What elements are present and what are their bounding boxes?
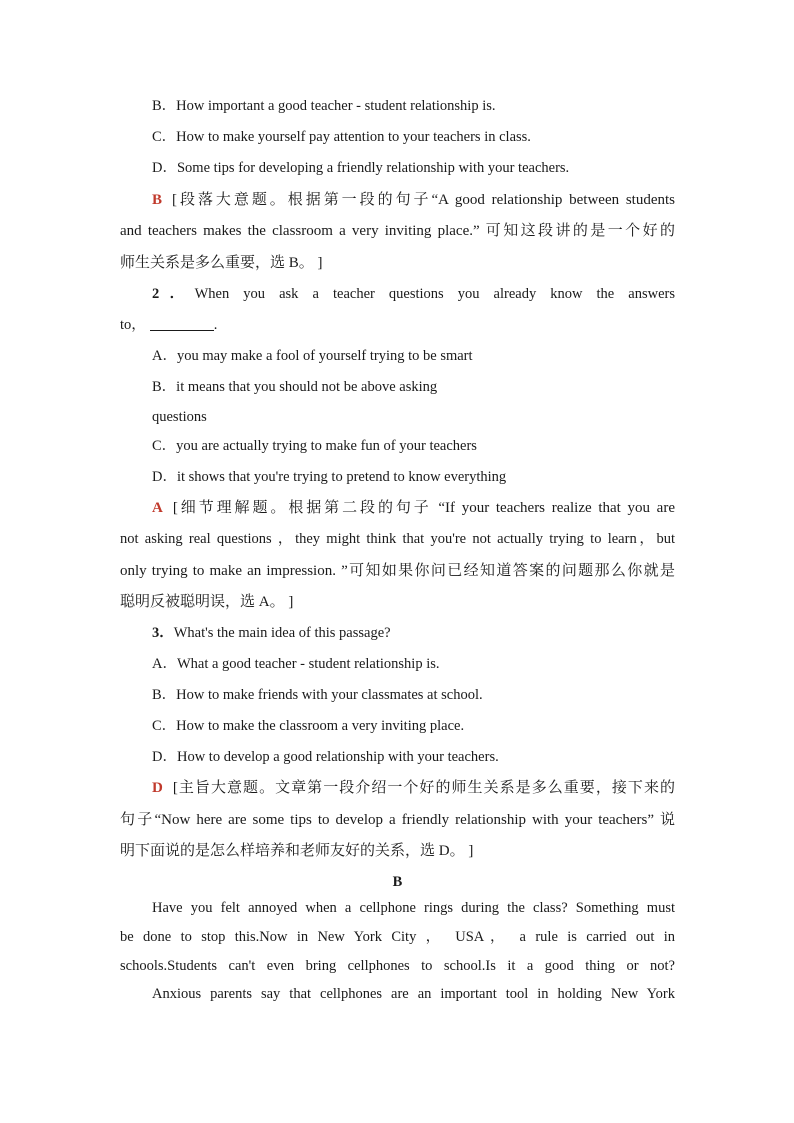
q2-option-c: C．you are actually trying to make fun of your teachers [152,438,477,454]
q3-explanation-line1: D [主旨大意题。文章第一段介绍一个好的师生关系是多么重要，接下来的 [152,780,675,796]
q3-stem: 3．What's the main idea of this passage? [152,625,391,641]
q3-option-d: D．How to develop a good relationship with your teachers. [152,749,499,765]
passage-line4: Anxious parents say that cellphones are an important tool in holding New York [152,986,675,1002]
q2-option-a: A．you may make a fool of yourself trying to be smart [152,348,473,364]
q2-option-d: D．it shows that you're trying to pretend to know everything [152,469,507,485]
q2-explanation-line1: A [细节理解题。根据第二段的句子 “If your teachers realize that you are [152,500,675,516]
q3-explanation-line3: 明下面说的是怎么样培养和老师友好的关系，选 D。 ] [120,843,474,859]
q2-option-b-continued: questions [152,409,207,425]
q1-option-b: B．How important a good teacher - student relationship is. [152,98,496,114]
q3-option-b: B．How to make friends with your classmates at school. [152,687,483,703]
q3-explanation-line2: 句子“Now here are some tips to develop a friendly relationship with your teachers” 说 [120,812,675,828]
q1-option-c: C．How to make yourself pay attention to your teachers in class. [152,129,531,145]
section-heading: B [392,874,403,890]
q2-explanation-line3: only trying to make an impression. ”可知如果你问已经知道答案的问题那么你就是 [120,563,675,579]
q2-explanation-line2: not asking real questions ，they might think that you're not actually trying to learn，but [120,531,675,547]
q2-number: 2． [152,286,195,302]
q1-answer-letter: B [152,192,163,208]
q3-option-a: A．What a good teacher - student relationship is. [152,656,440,672]
q3-number: 3． [152,625,174,641]
q2-answer-blank [150,316,214,331]
q2-stem-line2: to， . [120,317,218,333]
passage-line3: schools.Students can't even bring cellphones to school.Is it a good thing or not? [120,958,675,974]
q1-explanation-line1: B [段落大意题。根据第一段的句子“A good relationship between students [152,192,675,208]
q1-explanation-line2: and teachers makes the classroom a very inviting place.” 可知这段讲的是一个好的 [120,223,675,239]
q2-option-b: B．it means that you should not be above asking [152,379,438,395]
q3-answer-letter: D [152,780,163,796]
q1-option-d: D．Some tips for developing a friendly relationship with your teachers. [152,160,570,176]
q2-answer-letter: A [152,500,163,516]
q2-stem-line1: 2．When you ask a teacher questions you already know the answers [152,286,676,302]
q1-explanation-line3: 师生关系是多么重要，选 B。 ] [120,255,323,271]
q2-explanation-line4: 聪明反被聪明误，选 A。 ] [120,594,294,610]
passage-line1: Have you felt annoyed when a cellphone rings during the class? Something must [152,900,675,916]
q3-option-c: C．How to make the classroom a very inviting place. [152,718,465,734]
passage-line2: be done to stop this.Now in New York City ， USA， a rule is carried out in [120,929,675,945]
